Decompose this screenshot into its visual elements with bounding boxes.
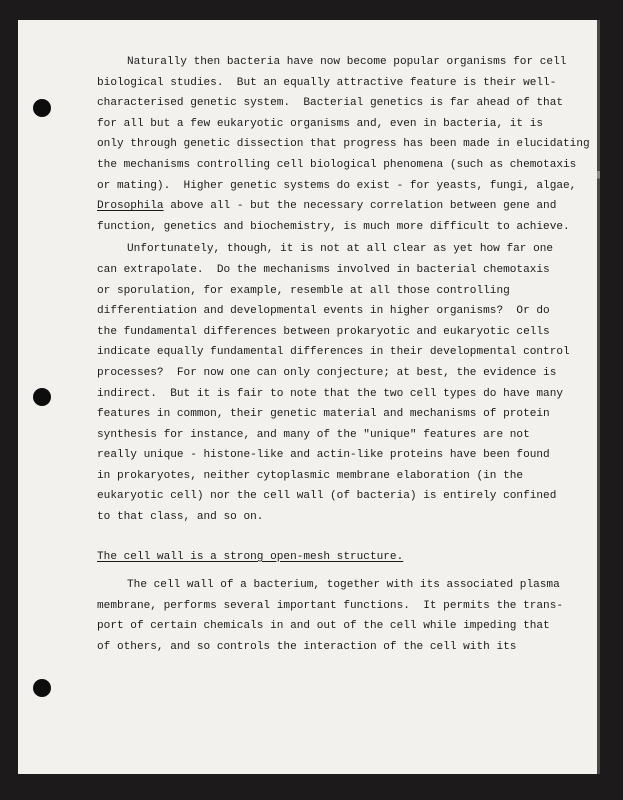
text-line: biological studies. But an equally attractive feature is their well- bbox=[97, 76, 557, 89]
text-line: can extrapolate. Do the mechanisms involved in bacterial chemotaxis bbox=[97, 263, 550, 276]
text-line: in prokaryotes, neither cytoplasmic membrane elaboration (in the bbox=[97, 469, 524, 482]
text-line: The cell wall of a bacterium, together with its associated plasma bbox=[127, 579, 560, 592]
text-line: characterised genetic system. Bacterial genetics is far ahead of that bbox=[97, 97, 564, 110]
paragraph-2 bbox=[97, 239, 570, 527]
text-line-with-term bbox=[97, 196, 567, 217]
document-page bbox=[18, 20, 600, 774]
text-line: really unique - histone-like and actin-like proteins have been found bbox=[97, 449, 550, 462]
paragraph-3 bbox=[97, 575, 567, 657]
binder-hole-middle bbox=[33, 388, 51, 406]
text-line: membrane, performs several important functions. It permits the trans- bbox=[97, 599, 564, 612]
text-line: for all but a few eukaryotic organisms and, even in bacteria, it is bbox=[97, 117, 544, 130]
binder-hole-top bbox=[33, 99, 51, 117]
text-line: function, genetics and biochemistry, is much more difficult to achieve. bbox=[97, 220, 570, 233]
text-line: differentiation and developmental events in higher organisms? Or do bbox=[97, 305, 550, 318]
text-line: only through genetic dissection that progress has been made in elucidating bbox=[97, 138, 590, 151]
paragraph-1 bbox=[97, 52, 590, 237]
text-line: processes? For now one can only conjecture; at best, the evidence is bbox=[97, 366, 557, 379]
text-line: synthesis for instance, and many of the "unique" features are not bbox=[97, 428, 530, 441]
underlined-term: Drosophila bbox=[97, 200, 164, 213]
text-line: the mechanisms controlling cell biological phenomena (such as chemotaxis bbox=[97, 158, 577, 171]
text-line: or mating). Higher genetic systems do exist - for yeasts, fungi, algae, bbox=[97, 179, 577, 192]
section-heading-block bbox=[97, 547, 567, 568]
binder-hole-bottom bbox=[33, 679, 51, 697]
text-line: indirect. But it is fair to note that the two cell types do have many bbox=[97, 387, 564, 400]
text-line: indicate equally fundamental differences in their developmental control bbox=[97, 346, 570, 359]
text-line: to that class, and so on. bbox=[97, 511, 264, 524]
text-line: Naturally then bacteria have now become popular organisms for cell bbox=[127, 56, 567, 68]
text-line: Unfortunately, though, it is not at all clear as yet how far one bbox=[127, 243, 554, 256]
text-line: of others, and so controls the interaction of the cell with its bbox=[97, 641, 517, 654]
page-edge-shadow bbox=[597, 20, 600, 774]
text-line: features in common, their genetic material and mechanisms of protein bbox=[97, 408, 550, 421]
text-line: the fundamental differences between prokaryotic and eukaryotic cells bbox=[97, 325, 550, 338]
text-line: eukaryotic cell) nor the cell wall (of bacteria) is entirely confined bbox=[97, 490, 557, 503]
text-fragment: above all - but the necessary correlation between gene and bbox=[170, 200, 557, 213]
document-body bbox=[97, 52, 590, 658]
section-heading: The cell wall is a strong open-mesh structure. bbox=[97, 550, 404, 563]
text-line: port of certain chemicals in and out of the cell while impeding that bbox=[97, 620, 550, 633]
text-line: or sporulation, for example, resemble at all those controlling bbox=[97, 284, 510, 297]
